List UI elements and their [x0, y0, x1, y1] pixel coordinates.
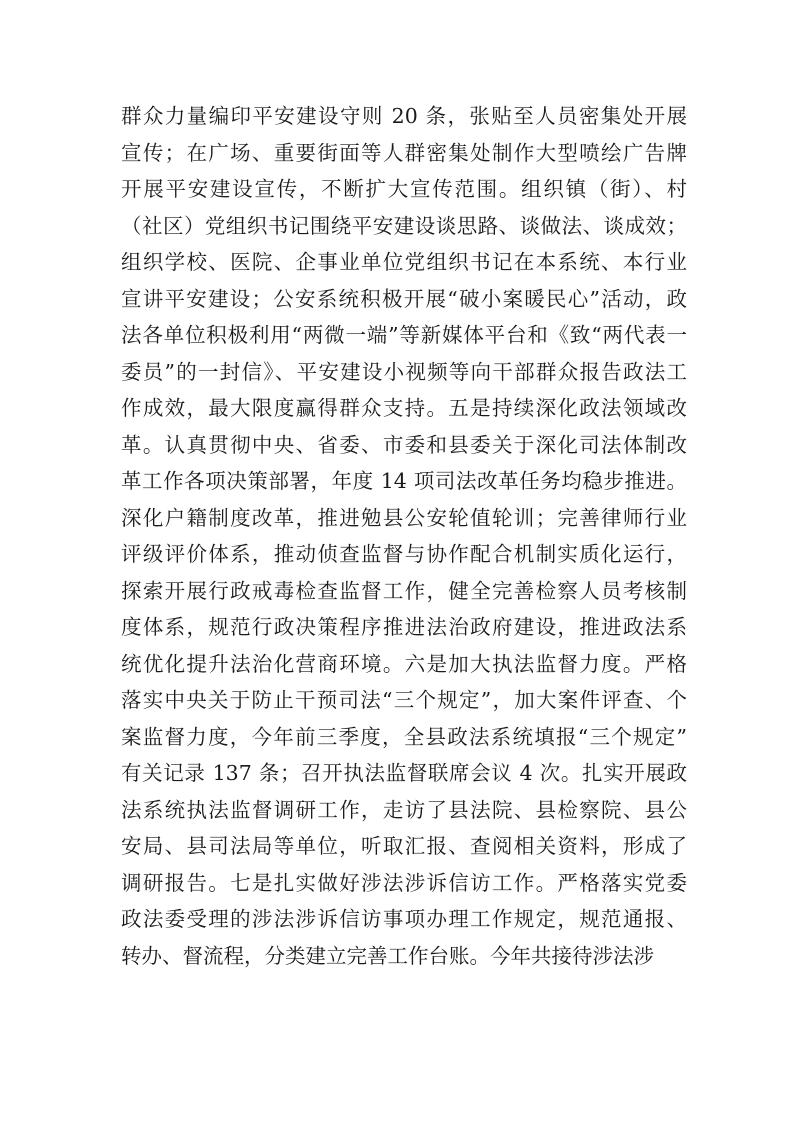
text-line: 统优化提升法治化营商环境。六是加大执法监督力度。严格: [121, 651, 687, 676]
text-line: 开展平安建设宣传，不断扩大宣传范围。组织镇（街）、村: [121, 177, 687, 201]
text-line: 安局、县司法局等单位，听取汇报、查阅相关资料，形成了: [121, 834, 687, 858]
text-line: 落实中央关于防止干预司法“三个规定”，加大案件评查、个: [121, 688, 687, 712]
text-line: 宣讲平安建设；公安系统积极开展“破小案暖民心”活动，政: [121, 286, 687, 311]
text-line: 有关记录 137 条；召开执法监督联席会议 4 次。扎实开展政: [121, 761, 687, 785]
text-line: 宣传；在广场、重要街面等人群密集处制作大型喷绘广告牌: [121, 140, 687, 165]
text-line: 调研报告。七是扎实做好涉法涉诉信访工作。严格落实党委: [121, 870, 687, 895]
text-line: 案监督力度，今年前三季度，全县政法系统填报“三个规定”: [121, 724, 687, 749]
text-line: 深化户籍制度改革，推进勉县公安轮值轮训；完善律师行业: [121, 505, 687, 530]
text-line: 评级评价体系，推动侦查监督与协作配合机制实质化运行，: [121, 542, 687, 566]
text-line: 度体系，规范行政决策程序推进法治政府建设，推进政法系: [121, 615, 687, 639]
text-line: 组织学校、医院、企事业单位党组织书记在本系统、本行业: [121, 250, 687, 274]
text-line: 革工作各项决策部署，年度 14 项司法改革任务均稳步推进。: [121, 469, 687, 493]
text-line: 法各单位积极利用“两微一端”等新媒体平台和《致“两代表一: [121, 323, 687, 347]
text-line: 法系统执法监督调研工作，走访了县法院、县检察院、县公: [121, 797, 687, 822]
text-line: 革。认真贯彻中央、省委、市委和县委关于深化司法体制改: [121, 432, 687, 457]
text-line: 群众力量编印平安建设守则 20 条，张贴至人员密集处开展: [121, 104, 687, 128]
text-line: 探索开展行政戒毒检查监督工作，健全完善检察人员考核制: [121, 578, 687, 603]
text-line: 政法委受理的涉法涉诉信访事项办理工作规定，规范通报、: [121, 907, 687, 931]
body-paragraph: [121, 98, 687, 974]
text-line: 委员”的一封信》、平安建设小视频等向干部群众报告政法工: [121, 359, 687, 384]
text-line: 转办、督流程，分类建立完善工作台账。今年共接待涉法涉: [121, 943, 654, 968]
text-line: 作成效，最大限度赢得群众支持。五是持续深化政法领域改: [121, 396, 687, 420]
text-line: （社区）党组织书记围绕平安建设谈思路、谈做法、谈成效；: [121, 213, 687, 238]
